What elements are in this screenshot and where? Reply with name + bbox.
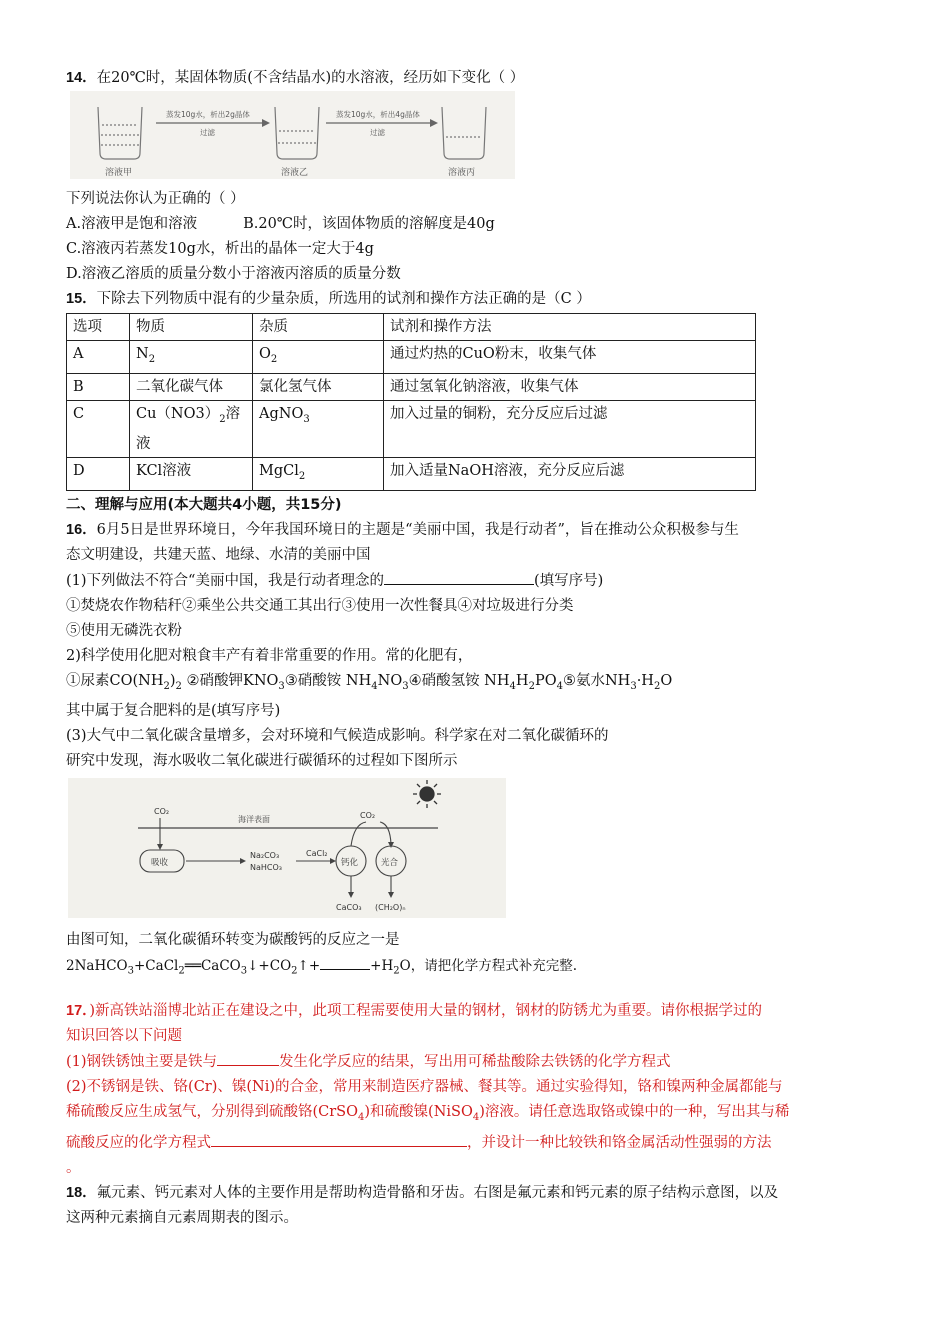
section-heading: 二、理解与应用(本大题共4小题，共15分) [66,496,342,513]
q17-line-6: 硫酸反应的化学方程式 ，并设计一种比较铁和铬金属活动性强弱的方法 [66,1130,886,1156]
table-header: 选项 [67,314,130,341]
answer-blank[interactable] [320,953,370,970]
question-number: 17． [66,1003,90,1020]
q17-line-1 [66,999,886,1024]
question-text: 下除去下列物质中混有的少量杂质，所选用的试剂和操作方法正确的是（C ） [96,291,591,307]
table-header-row [67,314,756,341]
q15-stem [66,287,886,312]
carbon-cycle-figure [68,778,506,918]
table-cell: $N_2$ [130,341,253,374]
filter-text-2: 过滤 [370,128,385,137]
q17-line-4: (2)不锈钢是铁、铬(Cr)、镍(Ni)的合金，常用来制造医疗器械、餐其等。通过实验得知，铬和镍两种金属都能与 [66,1079,783,1096]
table-row [67,373,756,400]
step2-text: 蒸发10g水，析出4g晶体 [336,110,420,119]
q17-line-7: 。 [66,1160,81,1177]
label-solution-a: 溶液甲 [105,168,133,178]
q18-line-1 [66,1181,886,1206]
ocean-surface-label: 海洋表面 [238,814,270,824]
table-header: 杂质 [253,314,384,341]
table-cell: D [67,457,130,490]
q16-stem-2: 态文明建设，共建天蓝、地绿、水清的美丽中国 [66,546,371,563]
q14-prompt: 下列说法你认为正确的（ ） [66,191,245,207]
table-cell: 通过灼热的CuO粉末，收集气体 [384,341,756,374]
q14-option-b: B.20℃时，该固体物质的溶解度是40g [243,216,495,232]
absorb-label: 吸收 [151,857,169,868]
answer-blank[interactable] [211,1130,467,1147]
table-cell: AgNO$_3$ [253,400,384,457]
answer-blank[interactable] [384,568,534,585]
co2-top-label: CO₂ [360,810,376,820]
q17-line-2: 知识回答以下问题 [66,1028,182,1045]
table-cell: 通过氢氧化钠溶液，收集气体 [384,373,756,400]
answer-blank[interactable] [217,1049,279,1066]
q14-option-c: C.溶液丙若蒸发10g水，析出的晶体一定大于4g [66,241,374,257]
table-cell: $Cu(NO3)_2$溶液 [130,400,253,457]
exam-page [66,66,886,1231]
nahco3-label: NaHCO₃ [250,862,282,872]
q16-part2-question: 其中属于复合肥料的是(填写序号) [66,702,281,719]
q16-stem-1 [66,518,886,543]
filter-text-1: 过滤 [200,128,215,137]
table-cell: B [67,373,130,400]
table-row [67,341,756,374]
q16-part1: (1)下列做法不符合“美丽中国，我是行动者理念的 (填写序号) [66,568,886,594]
table-cell: C [67,400,130,457]
q16-part3-b: 研究中发现，海水吸收二氧化碳进行碳循环的过程如下图所示 [66,752,458,769]
q16-part2: 2)科学使用化肥对粮食丰产有着非常重要的作用。常的化肥有， [66,647,473,664]
table-cell: 加入过量的铜粉，充分反应后过滤 [384,400,756,457]
ch2o-label: (CH₂O)ₙ [375,902,406,912]
caco3-label: CaCO₃ [336,902,362,912]
photosynthesis-label: 光合 [381,857,399,868]
table-cell: 加入适量NaOH溶液，充分反应后滤 [384,457,756,490]
q17-line-5: 稀硫酸反应生成氢气，分别得到硫酸铬(CrSO$_4$)和硫酸镍(NiSO$_4$)溶液。请任意选取铬或镍中的一种，写出其与稀 [66,1104,790,1124]
q16-part3: (3)大气中二氧化碳含量增多，会对环境和气候造成影响。科学家在对二氧化碳循环的 [66,727,609,744]
co2-left-label: CO₂ [154,806,170,816]
table-cell: KCl溶液 [130,457,253,490]
na2co3-label: Na₂CO₃ [250,850,280,860]
label-solution-b: 溶液乙 [281,168,309,178]
q16-part4: 由图可知，二氧化碳循环转变为碳酸钙的反应之一是 [66,931,400,948]
q14-option-d: D.溶液乙溶质的质量分数小于溶液丙溶质的质量分数 [66,266,401,282]
question-text: 在20℃时，某固体物质(不含结晶水)的水溶液，经历如下变化（ ） [96,70,525,86]
table-cell: A [67,341,130,374]
question-text: 氟元素、钙元素对人体的主要作用是帮助构造骨骼和牙齿。右图是氟元素和钙元素的原子结构示意图，以及 [96,1185,779,1202]
question-number: 18． [66,1185,97,1202]
question-text: )新高铁站淄博北站正在建设之中，此项工程需要使用大量的钢材，钢材的防锈尤为重要。请你根据学过的 [89,1003,763,1020]
q14-options-ab [66,212,886,237]
label-solution-c: 溶液丙 [448,168,476,178]
table-cell: 二氧化碳气体 [130,373,253,400]
q16-equation: $2NaHCO_3+CaCl_2══CaCO_3↓+CO_2↑+ +H_2O$，请把化学方程式补充完整. [66,953,886,984]
table-row [67,457,756,490]
table-row [67,400,756,457]
table-header: 物质 [130,314,253,341]
cacl2-label: CaCl₂ [306,848,328,858]
q18-line-2: 这两种元素摘自元素周期表的图示。 [66,1210,298,1227]
step1-text: 蒸发10g水，析出2g晶体 [166,110,250,119]
table-cell: MgCl$_2$ [253,457,384,490]
q16-part1-items-2: ⑤使用无磷洗衣粉 [66,622,182,639]
q16-part1-items: ①焚烧农作物秸秆②乘坐公共交通工其出行③使用一次性餐具④对垃圾进行分类 [66,597,574,614]
q14-option-a: A.溶液甲是饱和溶液 [66,216,198,232]
q14-stem [66,66,886,91]
calcify-label: 钙化 [341,857,359,868]
q15-table [66,313,756,491]
question-text: 6月5日是世界环境日，今年我国环境日的主题是“美丽中国，我是行动者”，旨在推动公众积极参与生 [96,521,739,538]
question-number: 15． [66,291,97,307]
table-header: 试剂和操作方法 [384,314,756,341]
evaporation-figure [70,91,515,179]
table-cell: 氯化氢气体 [253,373,384,400]
question-number: 14． [66,70,97,86]
question-number: 16． [66,521,97,538]
q16-part2-items: ①尿素$CO(NH_2)_2$ ②硝酸钾$KNO_3③$硝酸铵 $NH_4NO_3④$硝酸氢铵 $NH_4H_2PO_4⑤$氨水$NH_3\cdot H_2O$ [66,672,673,692]
table-cell: $O_2$ [253,341,384,374]
q17-line-3: (1)钢铁锈蚀主要是铁与 发生化学反应的结果，写出用可稀盐酸除去铁锈的化学方程式 [66,1049,886,1075]
